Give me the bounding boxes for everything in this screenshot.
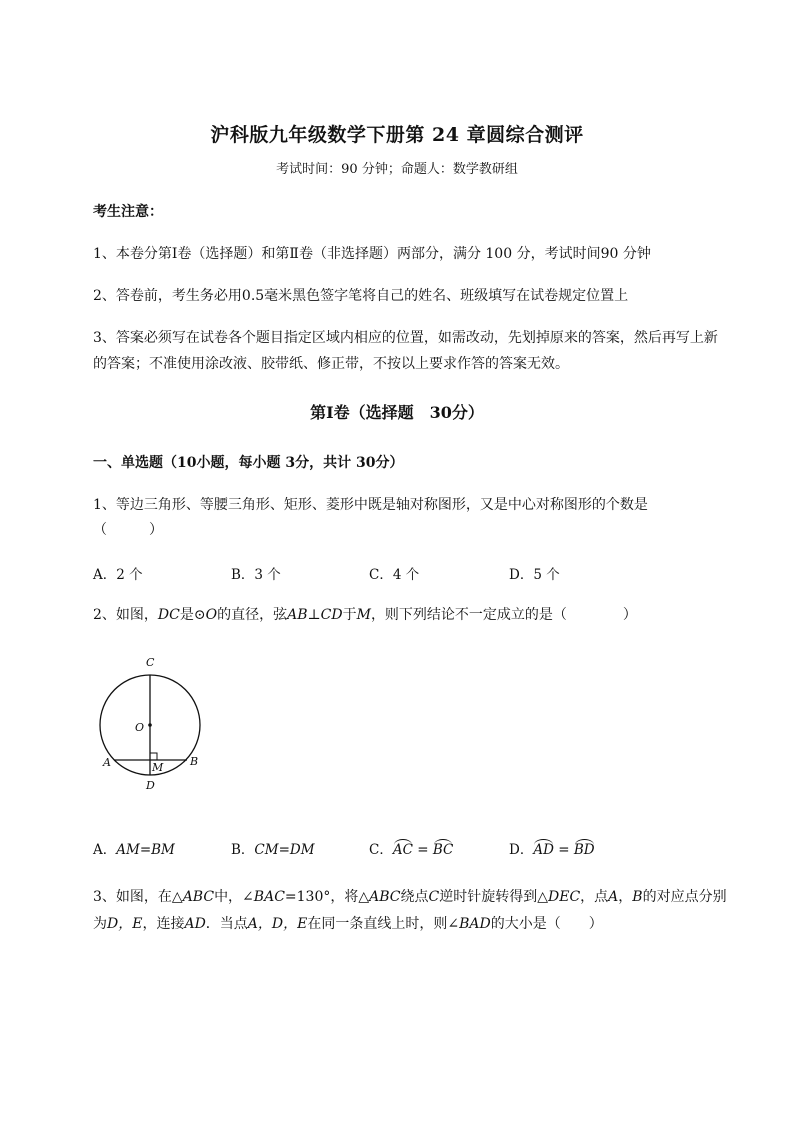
question-3-line-1: 3、如图，在△ABC中，∠BAC=130°，将△ABC绕点C逆时针旋转得到△DEC，点A，B的对应点分别 — [93, 889, 727, 905]
notice-item-1: 1、本卷分第Ⅰ卷（选择题）和第Ⅱ卷（非选择题）两部分，满分 100 分，考试时间90 分钟 — [93, 246, 651, 262]
arc-bd: BD — [573, 842, 595, 858]
q2-option-d: D．AD = BD — [509, 842, 595, 858]
q1-option-d: D．5 个 — [509, 567, 560, 583]
right-angle-mark — [150, 753, 157, 760]
label-d: D — [146, 779, 155, 792]
center-point — [148, 723, 152, 727]
label-c: C — [146, 656, 155, 669]
label-o: O — [135, 721, 145, 734]
question-1-blank: （ ） — [93, 522, 163, 538]
label-m: M — [152, 761, 164, 774]
circle-figure — [90, 650, 220, 800]
exam-info: 考试时间：90 分钟；命题人：数学教研组 — [276, 162, 518, 177]
q2-option-b: B．CM=DM — [231, 842, 315, 858]
q2-option-a: A．AM=BM — [93, 842, 175, 858]
arc-ac: AC — [392, 842, 413, 858]
question-1-text: 1、等边三角形、等腰三角形、矩形、菱形中既是轴对称图形，又是中心对称图形的个数是 — [93, 497, 648, 513]
q1-option-a: A．2 个 — [93, 567, 143, 583]
notice-item-2: 2、答卷前，考生务必用0.5毫米黑色签字笔将自己的姓名、班级填写在试卷规定位置上 — [93, 288, 629, 304]
q1-option-c: C．4 个 — [369, 567, 420, 583]
notice-heading: 考生注意： — [93, 204, 163, 220]
q1-option-b: B．3 个 — [231, 567, 281, 583]
question-3-line-2: 为D，E，连接AD．当点A，D，E在同一条直线上时，则∠BAD的大小是（ ） — [93, 916, 603, 932]
page-title: 沪科版九年级数学下册第 24 章圆综合测评 — [210, 124, 584, 146]
question-2-text: 2、如图，DC是⊙O的直径，弦AB⊥CD于M，则下列结论不一定成立的是（ ） — [93, 607, 637, 623]
section-title: 第Ⅰ卷（选择题 30分） — [310, 403, 484, 422]
arc-ad: AD — [533, 842, 554, 858]
label-a: A — [103, 756, 111, 769]
q2-option-c: C．AC = BC — [369, 842, 454, 858]
part-heading: 一、单选题（10小题，每小题 3分，共计 30分） — [93, 455, 404, 471]
notice-item-3-cont: 的答案；不准使用涂改液、胶带纸、修正带，不按以上要求作答的答案无效。 — [93, 356, 569, 372]
label-b: B — [190, 755, 199, 768]
notice-item-3: 3、答案必须写在试卷各个题目指定区域内相应的位置，如需改动，先划掉原来的答案，然后再写上新 — [93, 330, 718, 346]
arc-bc: BC — [432, 842, 454, 858]
